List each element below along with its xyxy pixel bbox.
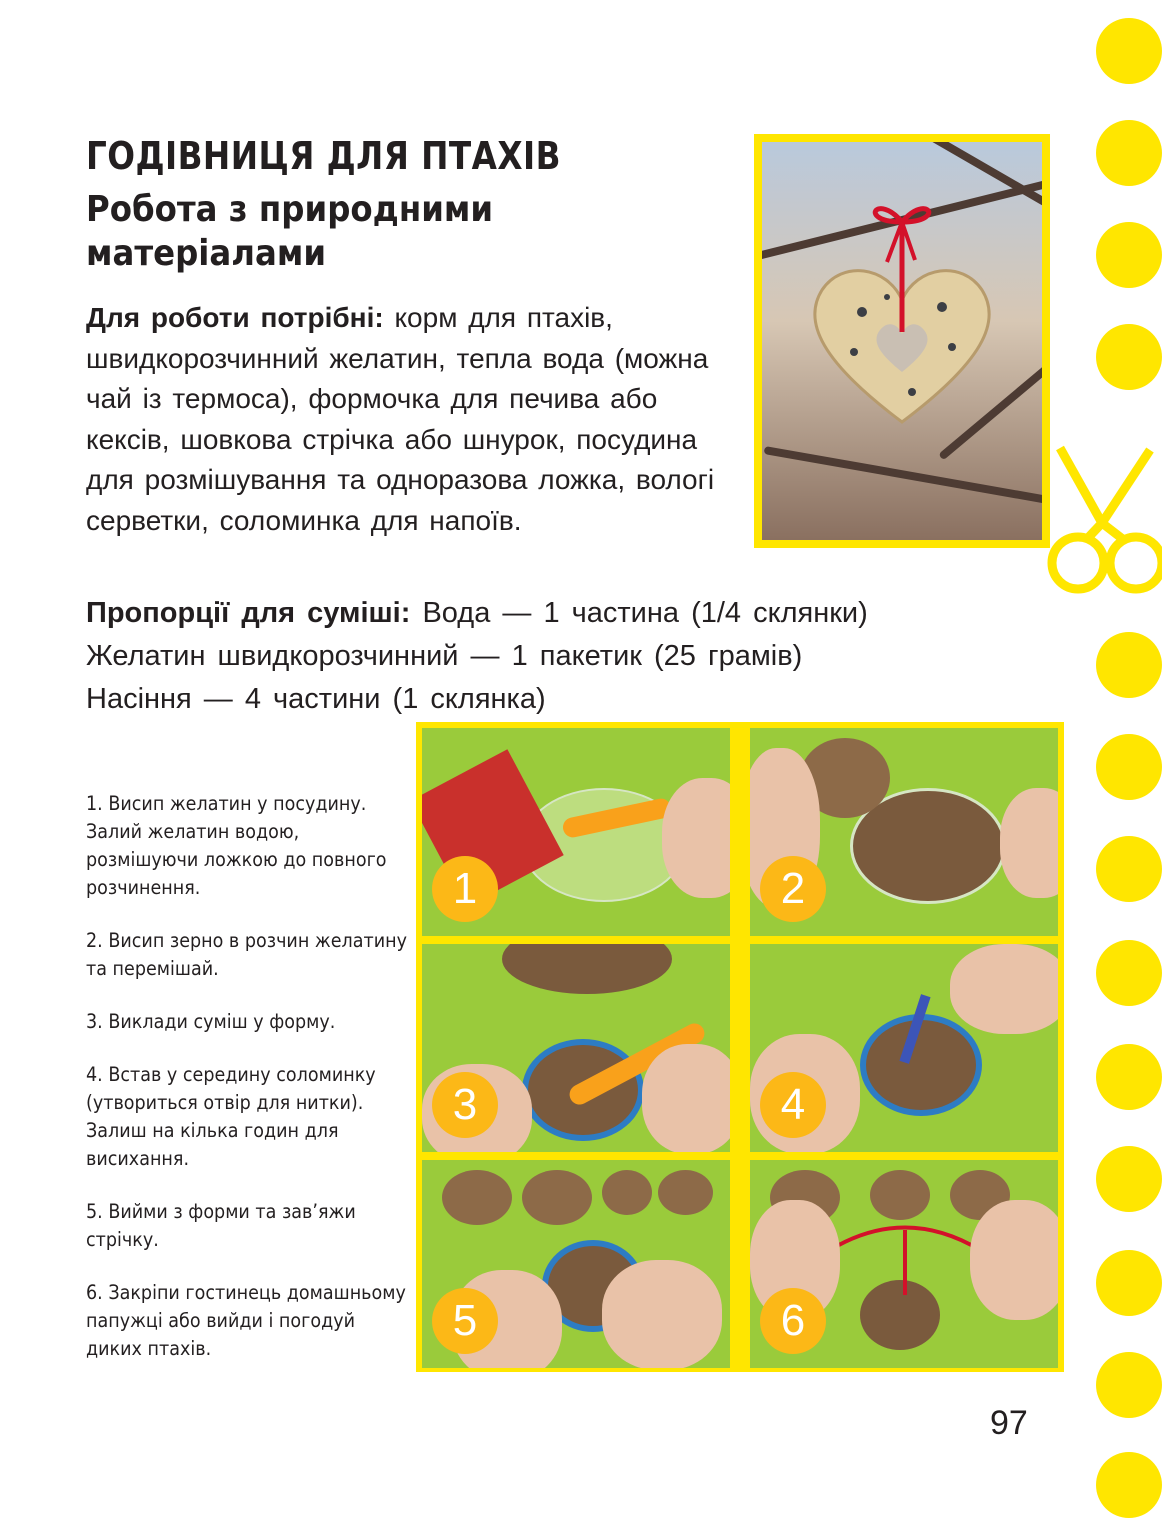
step-photo-4: [750, 944, 1058, 1152]
step-number-5: 5: [432, 1288, 498, 1354]
proportions-label: Пропорції для суміші:: [86, 597, 411, 629]
step-photo-6: [750, 1160, 1058, 1368]
proportions-block: [86, 592, 1016, 721]
materials-paragraph: [86, 298, 736, 541]
step-photo-1: [422, 728, 730, 936]
steps-photo-grid: [416, 722, 1064, 1372]
page-number: 97: [990, 1404, 1028, 1442]
step-2: 2. Висип зерно в розчин желатину та перемішай.: [86, 929, 407, 980]
step-photo-2: [750, 728, 1058, 936]
proportions-line-3: Насіння — 4 частини (1 склянка): [86, 683, 546, 715]
bird-feeder-photo: [754, 134, 1050, 548]
materials-label: Для роботи потрібні:: [86, 302, 384, 333]
step-number-2: 2: [760, 856, 826, 922]
steps-list: [86, 790, 407, 1388]
proportions-line-1: Вода — 1 частина (1/4 склянки): [410, 597, 868, 629]
step-3: 3. Виклади суміш у форму.: [86, 1010, 336, 1033]
step-number-4: 4: [760, 1072, 826, 1138]
step-photo-3: [422, 944, 730, 1152]
ribbon-loop-image: [820, 1220, 990, 1300]
scissors-icon: [1040, 428, 1162, 608]
step-6: 6. Закріпи гостинець домашньому папужці або вийди і погодуй диких птахів.: [86, 1281, 406, 1360]
step-number-6: 6: [760, 1288, 826, 1354]
page-subtitle: Робота з природними матеріалами: [86, 189, 494, 274]
step-5: 5. Вийми з форми та зав’яжи стрічку.: [86, 1200, 356, 1251]
step-number-3: 3: [432, 1072, 498, 1138]
red-ribbon-image: [857, 182, 947, 332]
page-title: ГОДІВНИЦЯ ДЛЯ ПТАХІВ: [86, 134, 561, 178]
step-photo-5: [422, 1160, 730, 1368]
step-number-1: 1: [432, 856, 498, 922]
proportions-line-2: Желатин швидкорозчинний — 1 пакетик (25 грамів): [86, 640, 803, 672]
materials-text: корм для птахів, швидкорозчинний желатин, тепла вода (можна чай із термоса), формочка для печива або кексів, шовкова стрічка або шнурок, посудина для розмішування та одноразова ложка, вологі серветки, соломинка для напоїв.: [86, 302, 715, 536]
step-4: 4. Встав у середину соломинку (утвориться отвір для нитки). Залиш на кілька годин для висихання.: [86, 1063, 376, 1170]
step-1: 1. Висип желатин у посудину. Залий желатин водою, розмішуючи ложкою до повного розчинення.: [86, 792, 387, 899]
